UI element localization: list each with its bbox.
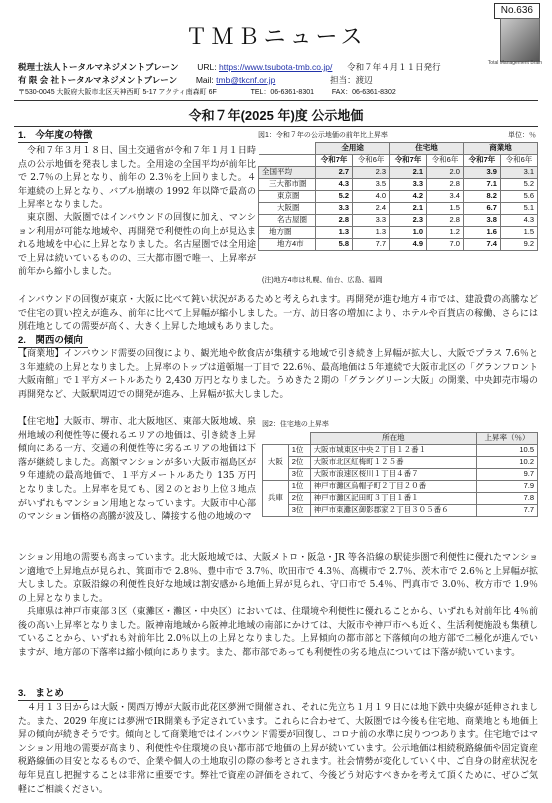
table-row bbox=[259, 227, 538, 239]
rate: 7.7 bbox=[477, 505, 538, 517]
subheader: 令和7年 bbox=[316, 155, 353, 167]
rank: 3位 bbox=[288, 469, 310, 481]
table-row bbox=[263, 457, 538, 469]
cell: 2.0 bbox=[427, 167, 464, 179]
sec1-paragraph-2: 東京圏、大阪圏ではインバウンドの回復に加え、マンション利用が可能な地域や、再開発で利便性の向上が見込まれる地域を中心に上昇となりました。名古屋圏では全用途で上昇は続いているものの、三大都市圏で唯一、上昇率が前年から縮小しました。 bbox=[18, 213, 256, 278]
cell: 2.3 bbox=[390, 215, 427, 227]
table-row bbox=[259, 179, 538, 191]
subheader: 令和6年 bbox=[353, 155, 390, 167]
address: 〒530-0045 大阪府大阪市北区天神西町 5-17 アクティ南森町 6F bbox=[18, 89, 217, 96]
cell: 8.2 bbox=[463, 191, 500, 203]
cell: 2.4 bbox=[353, 203, 390, 215]
cell: 4.2 bbox=[390, 191, 427, 203]
rate: 7.9 bbox=[477, 481, 538, 493]
cell: 2.1 bbox=[390, 203, 427, 215]
table-row bbox=[263, 493, 538, 505]
subheader: 令和6年 bbox=[427, 155, 464, 167]
cell: 1.3 bbox=[316, 227, 353, 239]
cell: 3.3 bbox=[353, 215, 390, 227]
cell: 4.3 bbox=[316, 179, 353, 191]
cell: 4.0 bbox=[353, 191, 390, 203]
sec2-commercial: 【商業地】インバウンド需要の回復により、観光地や飲食店が集積する地域で引き続き上昇幅が拡大し、大阪でプラス 7.6％と３年連続の上昇となりました。上昇率のトップは道頓堀一丁目で 22.6％、最高地価は５年連続で大阪市北区の「グランフロント大阪南館」で１平方メートルあたり 2,430 万円となりました。うめきた２期の「グラングリーン大阪」の開業、中央卸売市場の再開発など、大阪駅周辺での開発が進み、上昇幅が拡大しました。 bbox=[18, 349, 538, 400]
header-row-1 bbox=[18, 62, 441, 73]
sec2-hyogo: 兵庫県は神戸市東部３区（東灘区・灘区・中央区）においては、住環境や利便性に優れることから、いずれも対前年比 4％前後の高い上昇率となりました。阪神南地域から阪神北地域の南部にかけては、大阪市や神戸市へも近く、生活利便施設も集積していることから、いずれも対前年比 2.0％以上の上昇となりました。上昇傾向の都市部と下落傾向の地方部で二極化が進んでいますが、地方部の下落率は縮小傾向にあります。また、都市部であっても利便性の劣る地点については下落が続いています。 bbox=[18, 607, 538, 658]
group-header-commercial: 商業地 bbox=[463, 143, 537, 155]
title-divider bbox=[14, 126, 538, 127]
table-row bbox=[259, 239, 538, 251]
cell: 3.8 bbox=[463, 215, 500, 227]
row-label: 三大都市圏 bbox=[259, 179, 316, 191]
logo-text: Total Management Brain bbox=[487, 60, 542, 66]
website-link[interactable]: https://www.tsubota-tmb.co.jp/ bbox=[218, 62, 333, 72]
cell: 1.2 bbox=[427, 227, 464, 239]
row-label: 東京圏 bbox=[259, 191, 316, 203]
cell: 2.3 bbox=[353, 167, 390, 179]
section-1-underline bbox=[18, 142, 88, 143]
group-header-all: 全用途 bbox=[316, 143, 390, 155]
subheader: 令和7年 bbox=[463, 155, 500, 167]
location: 神戸市灘区烏帽子町２丁目２０番 bbox=[310, 481, 476, 493]
table1-caption: 図1：令和７年の公示地価の前年比上昇率 bbox=[258, 132, 388, 139]
section-2-heading: 2. 関西の傾向 bbox=[18, 335, 83, 346]
org-name-2: 有 限 会 社トータルマネジメントブレーン bbox=[18, 75, 178, 85]
rate: 7.8 bbox=[477, 493, 538, 505]
land-price-table bbox=[258, 142, 538, 251]
section-1-heading: 1. 今年度の特徴 bbox=[18, 130, 93, 141]
org-name-1: 税理士法人トータルマネジメントブレーン bbox=[18, 62, 179, 72]
mail-label: Mail: bbox=[195, 75, 214, 85]
sec1-paragraph-3: インバウンドの回復が東京・大阪に比べて鈍い状況があるためと考えられます。再開発が進む地方４市では、建設費の高騰などで住宅の買い控えが進み、前年に比べて上昇幅が縮小しました。一方、訪日客の増加により、ホテルや百貨店の稼働、さらには別荘地としての需要が高く、大きく上昇した地域もありました。 bbox=[18, 295, 538, 333]
table-row bbox=[259, 203, 538, 215]
table1-unit: 単位：％ bbox=[508, 132, 536, 139]
cell: 3.3 bbox=[390, 179, 427, 191]
rank: 1位 bbox=[288, 445, 310, 457]
cell: 1.5 bbox=[427, 203, 464, 215]
cell: 1.6 bbox=[463, 227, 500, 239]
sec3-paragraph: ４月１３日からは大阪・関西万博が大阪市此花区夢洲で開催され、それに先立ち１月１９日には地下鉄中央線が延伸されました。また、2029 年度には夢洲でIR開業も予定されています。これらに合わせて、大阪圏では今後も住宅地、商業地とも地価上昇の傾向が続きそうです。傾向として商業地ではインバウンド需要が回復し、コロナ前の水準に戻りつつあります。住宅地ではマンション用地の需要が高まり、利便性や住環境の良い都市部で地価の上昇が続いています。公示地価は相続税路線価や固定資産税路線価の目安となるもので、企業や個人の土地取引の際の参考とされます。社会情勢が変化していく中、ご自身の財産状況を毎年見直し把握することは非常に重要です。弊社で資産の評価をされて、今後どう対応すべきかを考えて頂くために、ぜひご気軽にご相談ください。 bbox=[18, 703, 538, 795]
section-3-underline bbox=[18, 700, 88, 701]
cell: 5.2 bbox=[316, 191, 353, 203]
section-3-heading: 3. まとめ bbox=[18, 688, 64, 699]
rank: 1位 bbox=[288, 481, 310, 493]
cell: 3.3 bbox=[316, 203, 353, 215]
table-row bbox=[263, 445, 538, 457]
table2-caption: 図2：住宅地の上昇率 bbox=[262, 421, 329, 428]
cell: 7.1 bbox=[463, 179, 500, 191]
cell: 4.9 bbox=[390, 239, 427, 251]
header-row-2 bbox=[18, 75, 373, 86]
rank: 2位 bbox=[288, 493, 310, 505]
location: 神戸市灘区記田町３丁目１番１ bbox=[310, 493, 476, 505]
rank: 3位 bbox=[288, 505, 310, 517]
cell: 7.0 bbox=[427, 239, 464, 251]
col-rate: 上昇率（％） bbox=[477, 433, 538, 445]
issue-date: 令和７年４月１１日発行 bbox=[347, 62, 441, 72]
cell: 3.4 bbox=[427, 191, 464, 203]
rate: 10.5 bbox=[477, 445, 538, 457]
row-label: 地方圏 bbox=[259, 227, 316, 239]
sec2-residential-b: ンション用地の需要も高まっています。北大阪地域では、大阪メトロ・阪急・JR 等各沿線の駅徒歩圏で利便性に優れたマンション適地で上昇地点が見られ、箕面市で 2.8％、豊中市で 3.7％、吹田市で 4.3％、高槻市で 2.7％、茨木市で 2.6％と上昇幅が拡大しました。京阪沿線の利便性良好な地域は割安感から地価上昇が見られ、守口市で 5.4％、門真市で 3.0％、枚方市で 1.9％の上昇となりました。 bbox=[18, 553, 538, 604]
group-header-residential: 住宅地 bbox=[390, 143, 464, 155]
region-osaka: 大阪 bbox=[263, 445, 289, 481]
tel: TEL：06-6361-8301 bbox=[250, 89, 314, 96]
cell: 3.1 bbox=[500, 167, 537, 179]
subheader: 令和7年 bbox=[390, 155, 427, 167]
cell: 2.1 bbox=[390, 167, 427, 179]
page-title: 令和７年(2025 年)度 公示地価 bbox=[188, 108, 364, 123]
cell: 3.9 bbox=[463, 167, 500, 179]
row-label: 全国平均 bbox=[259, 167, 316, 179]
table-row bbox=[259, 191, 538, 203]
table-row bbox=[263, 505, 538, 517]
subheader: 令和6年 bbox=[500, 155, 537, 167]
cell: 5.2 bbox=[500, 179, 537, 191]
header-divider bbox=[14, 100, 538, 101]
table-row bbox=[259, 167, 538, 179]
region-hyogo: 兵庫 bbox=[263, 481, 289, 517]
cell: 1.0 bbox=[390, 227, 427, 239]
table1-note: (注)地方4市は札幌、仙台、広島、福岡 bbox=[262, 277, 383, 284]
cell: 7.4 bbox=[463, 239, 500, 251]
cell: 2.8 bbox=[316, 215, 353, 227]
cell: 5.6 bbox=[500, 191, 537, 203]
row-label: 大阪圏 bbox=[259, 203, 316, 215]
table-row bbox=[259, 215, 538, 227]
row-label: 名古屋圏 bbox=[259, 215, 316, 227]
cell: 2.7 bbox=[316, 167, 353, 179]
sec1-paragraph-1: 令和７年３月１８日、国土交通省が令和７年１月１日時点の公示地価を発表しました。全用途の全国平均が前年比で 2.7％の上昇となり、前年の 2.3％を上回りました。４年連続の上昇となり、バブル崩壊の 1992 年以降で最高の上昇率となりました。 bbox=[18, 146, 256, 211]
cell: 5.8 bbox=[316, 239, 353, 251]
rank: 2位 bbox=[288, 457, 310, 469]
table-row bbox=[263, 481, 538, 493]
url-label: URL: bbox=[197, 62, 217, 72]
rate: 10.2 bbox=[477, 457, 538, 469]
email-link[interactable]: tmb@tkcnf.or.jp bbox=[216, 75, 276, 85]
cell: 6.7 bbox=[463, 203, 500, 215]
location: 大阪市北区紅梅町１２５番 bbox=[310, 457, 476, 469]
table-row bbox=[263, 469, 538, 481]
col-location: 所在地 bbox=[310, 433, 476, 445]
location: 大阪市浪速区桜川１丁目４番７ bbox=[310, 469, 476, 481]
staff-name: 担当：渡辺 bbox=[330, 75, 373, 85]
header-row-3 bbox=[18, 88, 396, 97]
cell: 9.2 bbox=[500, 239, 537, 251]
issue-number: No.636 bbox=[494, 3, 540, 19]
cell: 7.7 bbox=[353, 239, 390, 251]
location: 大阪市城東区中央２丁目１２番１ bbox=[310, 445, 476, 457]
rate: 9.7 bbox=[477, 469, 538, 481]
residential-rate-table bbox=[262, 432, 538, 517]
cell: 1.3 bbox=[353, 227, 390, 239]
cell: 4.3 bbox=[500, 215, 537, 227]
sec2-residential-a: 【住宅地】大阪市、堺市、北大阪地区、東部大阪地域、泉州地域の利便性等に優れるエリアの地価は、引き続き上昇傾向にある一方、交通の利便性等に劣るエリアの地価は下落が継続しました。高額マンションが多い大阪市福島区が９年連続の最高地価で、１平方メートルあたり 135 万円となりました。上昇率を見ても、図２のとおり上位３地点がいずれもマンション用地となっています。大阪市中心部のマンション価格の高騰が波及し、隣接する他の地域のマ bbox=[18, 417, 256, 523]
cell: 3.5 bbox=[353, 179, 390, 191]
cell: 2.8 bbox=[427, 179, 464, 191]
cell: 5.1 bbox=[500, 203, 537, 215]
location: 神戸市東灘区御影郡家２丁目３０５番６ bbox=[310, 505, 476, 517]
row-label: 地方4市 bbox=[259, 239, 316, 251]
fax: FAX：06-6361-8302 bbox=[331, 89, 396, 96]
newsletter-title: ＴＭＢニュース bbox=[185, 24, 367, 49]
cell: 1.5 bbox=[500, 227, 537, 239]
company-logo bbox=[500, 18, 540, 62]
cell: 2.8 bbox=[427, 215, 464, 227]
